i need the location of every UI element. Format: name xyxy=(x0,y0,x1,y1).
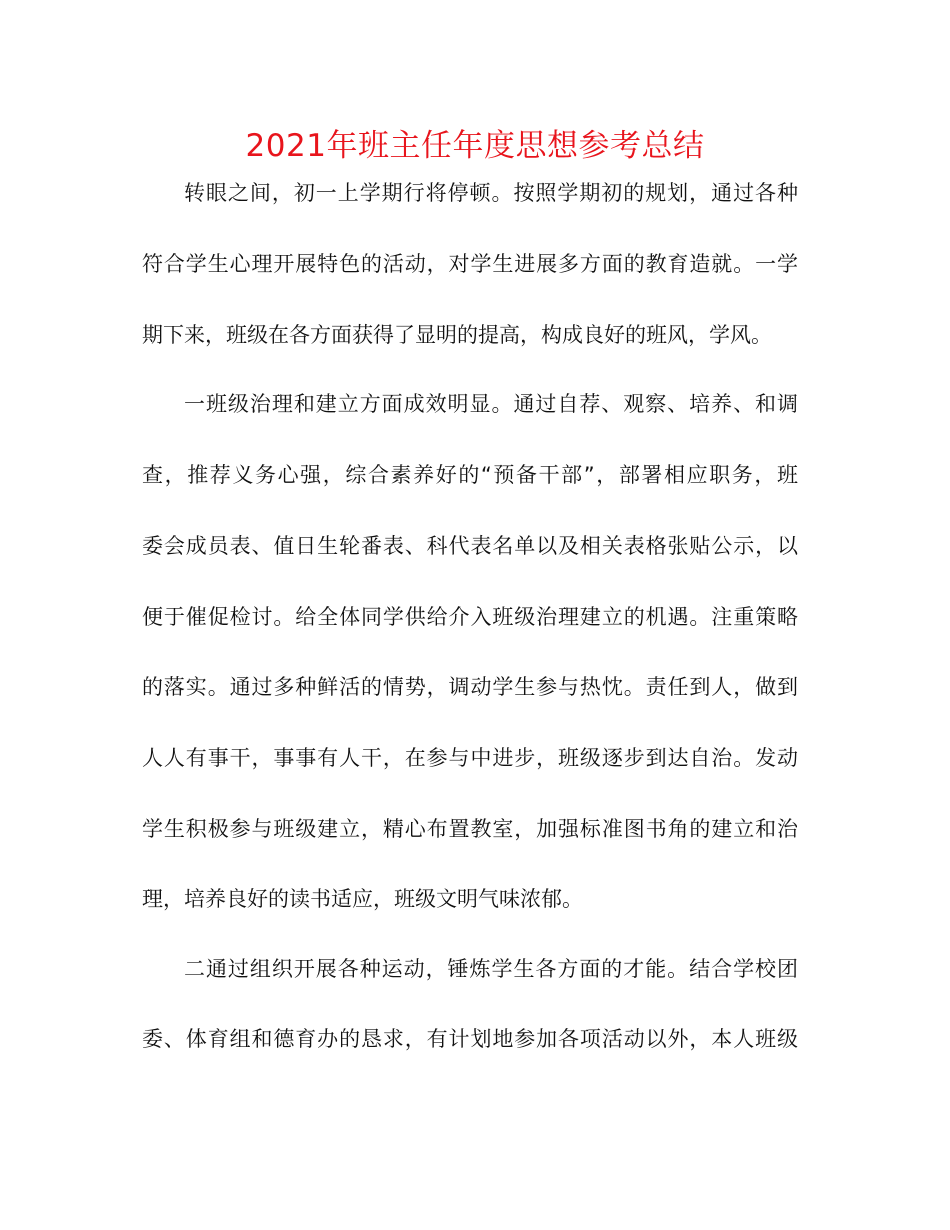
paragraph-line: 理，培养良好的读书适应，班级文明气味浓郁。 xyxy=(142,887,583,911)
paragraph-line: 一班级治理和建立方面成效明显。通过自荐、观察、培养、和调 xyxy=(184,392,798,416)
paragraph-line: 人人有事干，事事有人干，在参与中进步，班级逐步到达自治。发动 xyxy=(142,746,798,770)
paragraph-line: 二通过组织开展各种运动，锤炼学生各方面的才能。结合学校团 xyxy=(184,957,798,981)
paragraph-line: 符合学生心理开展特色的活动，对学生进展多方面的教育造就。一学 xyxy=(142,252,798,276)
paragraph-line: 转眼之间，初一上学期行将停顿。按照学期初的规划，通过各种 xyxy=(184,181,798,205)
paragraph-line: 的落实。通过多种鲜活的情势，调动学生参与热忱。责任到人，做到 xyxy=(142,675,798,699)
paragraph-line: 查，推荐义务心强，综合素养好的“预备干部”，部署相应职务，班 xyxy=(142,463,798,487)
paragraph-line: 委、体育组和德育办的恳求，有计划地参加各项活动以外，本人班级 xyxy=(142,1027,798,1051)
paragraph-line: 期下来，班级在各方面获得了显明的提高，构成良好的班风，学风。 xyxy=(142,323,772,347)
paragraph-line: 便于催促检讨。给全体同学供给介入班级治理建立的机遇。注重策略 xyxy=(142,605,798,629)
paragraph-line: 委会成员表、值日生轮番表、科代表名单以及相关表格张贴公示，以 xyxy=(142,534,798,558)
document-title: 2021年班主任年度思想参考总结 xyxy=(245,128,705,164)
paragraph-line: 学生积极参与班级建立，精心布置教室，加强标准图书角的建立和治 xyxy=(142,817,798,841)
